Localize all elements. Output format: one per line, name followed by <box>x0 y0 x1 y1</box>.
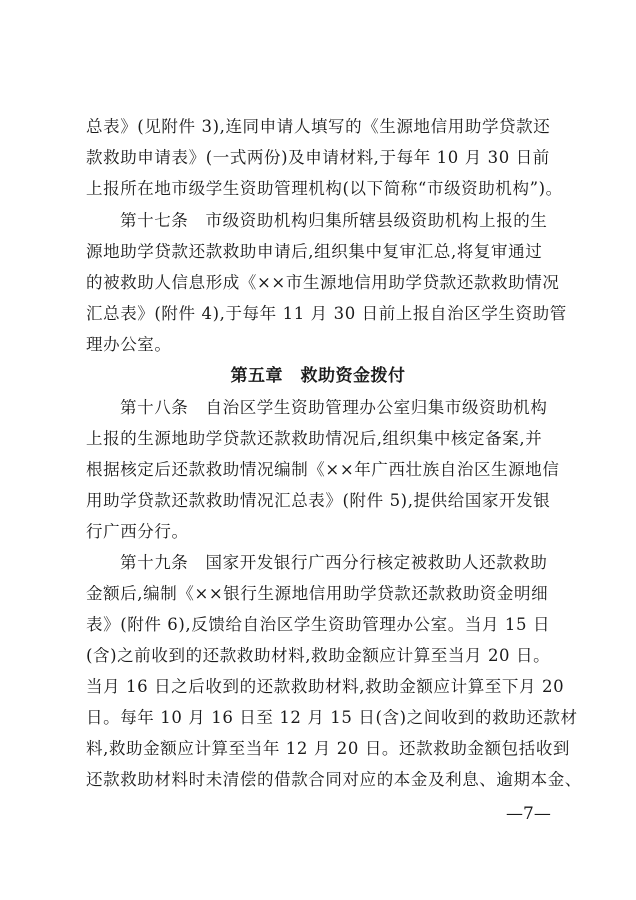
text-line: 日。每年 10 月 16 日至 12 月 15 日(含)之间收到的救助还款材 <box>86 708 578 727</box>
page-number: —7— <box>506 804 551 824</box>
text-line: 总表》(见附件 3),连同申请人填写的《生源地信用助学贷款还 <box>86 117 551 136</box>
text-line: 源地助学贷款还款救助申请后,组织集中复审汇总,将复审通过 <box>86 242 543 261</box>
text-line: 款救助申请表》(一式两份)及申请材料,于每年 10 月 30 日前 <box>86 148 550 167</box>
text-line: 当月 16 日之后收到的还款救助材料,救助金额应计算至下月 20 <box>86 677 565 696</box>
text-line: (含)之前收到的还款救助材料,救助金额应计算至当月 20 日。 <box>86 646 551 665</box>
text-line: 表》(附件 6),反馈给自治区学生资助管理办公室。当月 15 日 <box>86 615 551 634</box>
text-line: 上报的生源地助学贷款还款救助情况后,组织集中核定备案,并 <box>86 429 543 448</box>
text-line: 根据核定后还款救助情况编制《××年广西壮族自治区生源地信 <box>86 460 560 479</box>
text-line: 还款救助材料时未清偿的借款合同对应的本金及利息、逾期本金、 <box>86 770 582 789</box>
text-line: 第十七条 市级资助机构归集所辖县级资助机构上报的生 <box>120 211 548 230</box>
text-line: 第十九条 国家开发银行广西分行核定被救助人还款救助 <box>120 553 548 572</box>
text-line: 用助学贷款还款救助情况汇总表》(附件 5),提供给国家开发银 <box>86 491 551 510</box>
text-line: 上报所在地市级学生资助管理机构(以下简称“市级资助机构”)。 <box>86 179 563 198</box>
text-line: 汇总表》(附件 4),于每年 11 月 30 日前上报自治区学生资助管 <box>86 304 567 323</box>
text-line: 理办公室。 <box>86 335 172 354</box>
chapter-heading: 第五章 救助资金拨付 <box>230 366 406 386</box>
text-line: 行广西分行。 <box>86 522 189 541</box>
text-line: 第十八条 自治区学生资助管理办公室归集市级资助机构 <box>120 398 548 417</box>
text-line: 的被救助人信息形成《××市生源地信用助学贷款还款救助情况 <box>86 273 560 292</box>
text-line: 料,救助金额应计算至当年 12 月 20 日。还款救助金额包括收到 <box>86 739 571 758</box>
text-line: 金额后,编制《××银行生源地信用助学贷款还款救助资金明细 <box>86 584 549 603</box>
